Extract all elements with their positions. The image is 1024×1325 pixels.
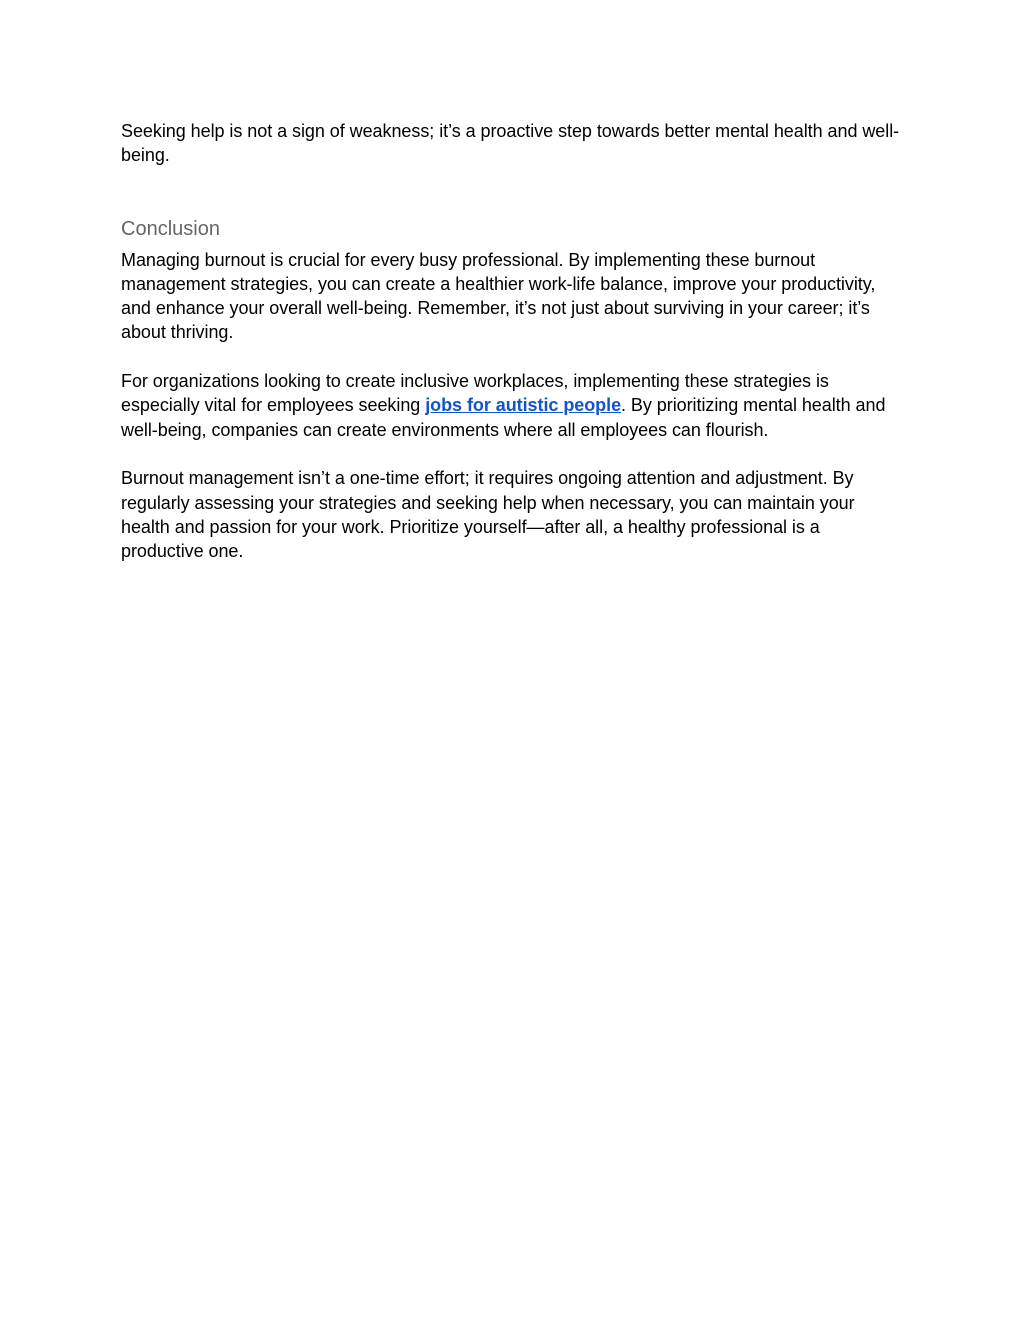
conclusion-paragraph-3: Burnout management isn’t a one-time effort; it requires ongoing attention and adjustment. By regularly assessing your strategies and seeking help when necessary, you can maintain your health and passion for your work. Prioritize yourself—after all, a healthy professional is a productive one. bbox=[121, 468, 855, 562]
paragraph-2-text-after: . By prioritizing mental health and well-being, companies can create environments where all employees can flourish. bbox=[121, 395, 886, 440]
intro-paragraph: Seeking help is not a sign of weakness; it’s a proactive step towards better mental health and well-being. bbox=[121, 121, 900, 166]
document-body bbox=[121, 119, 905, 563]
conclusion-heading: Conclusion bbox=[121, 217, 220, 240]
paragraph-2-text-before: For organizations looking to create inclusive workplaces, implementing these strategies is especially vital for employees seeking bbox=[121, 371, 829, 416]
conclusion-paragraph-1: Managing burnout is crucial for every busy professional. By implementing these burnout management strategies, you can create a healthier work-life balance, improve your productivity, and enhance your overall well-being. Remember, it’s not just about surviving in your career; it’s about thriving. bbox=[121, 249, 876, 343]
jobs-for-autistic-people-link[interactable]: jobs for autistic people bbox=[425, 395, 622, 416]
conclusion-paragraph-2 bbox=[121, 369, 905, 442]
